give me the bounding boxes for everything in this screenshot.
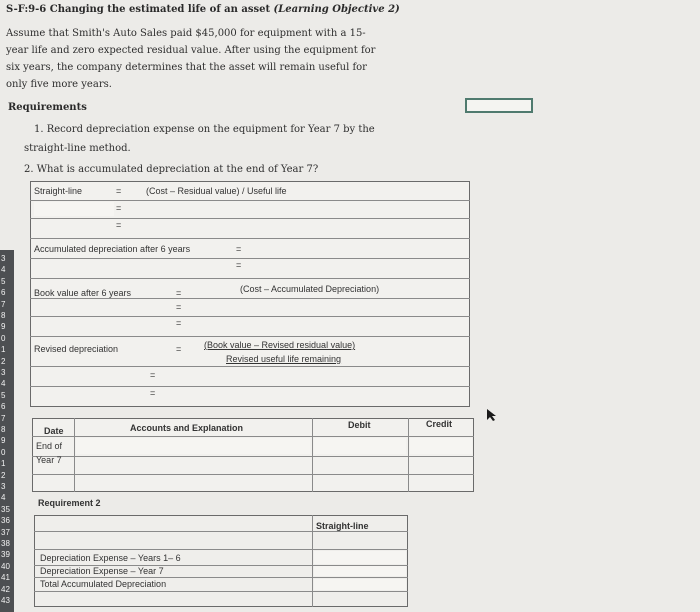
row-number: 3 <box>1 368 6 377</box>
row-number: 4 <box>1 493 6 503</box>
problem-line-2: year life and zero expected residual value. After using the equipment for <box>6 45 376 56</box>
req2-input-3[interactable] <box>314 579 406 590</box>
formula-book-value: (Cost – Accumulated Depreciation) <box>240 284 380 294</box>
answer-input[interactable] <box>465 98 533 113</box>
row-number: 5 <box>1 390 6 400</box>
row-number: 4 <box>1 265 6 275</box>
row-number: 3 <box>1 482 6 491</box>
problem-line-4: only five more years. <box>6 79 112 90</box>
debit-input-1[interactable] <box>314 438 406 454</box>
row-number: 9 <box>1 322 6 332</box>
row-number: 42 <box>1 584 10 594</box>
requirement-2: 2. What is accumulated depreciation at the end of Year 7? <box>24 164 319 175</box>
row-number: 3 <box>1 254 6 263</box>
row-number: 5 <box>1 276 6 286</box>
req2-input-2[interactable] <box>314 566 406 576</box>
equals-sign: = <box>150 370 156 380</box>
requirement-1-cont: straight-line method. <box>24 143 131 154</box>
req2-col-straight-line: Straight-line <box>316 521 369 531</box>
row-number: 6 <box>1 288 6 298</box>
row-number: 4 <box>1 379 6 389</box>
equals-sign: = <box>150 388 156 398</box>
problem-line-1: Assume that Smith's Auto Sales paid $45,000 for equipment with a 15- <box>6 28 366 39</box>
formula-revised-numerator: (Book value – Revised residual value) <box>204 340 356 350</box>
req2-row-3: Total Accumulated Depreciation <box>40 579 167 589</box>
row-number: 36 <box>1 516 10 526</box>
problem-code: S-F:9-6 <box>6 4 47 15</box>
equals-sign: = <box>236 260 242 270</box>
requirement-2-heading: Requirement 2 <box>38 498 101 508</box>
row-number: 43 <box>1 596 10 605</box>
equals-sign: = <box>176 344 182 354</box>
row-number: 40 <box>1 561 10 571</box>
revised-dep-label: Revised depreciation <box>34 344 119 354</box>
requirements-heading: Requirements <box>8 102 87 113</box>
problem-title-text: Changing the estimated life of an asset <box>49 4 271 15</box>
book-value-label: Book value after 6 years <box>34 288 132 298</box>
row-number: 0 <box>1 447 6 457</box>
row-number: 39 <box>1 550 10 560</box>
row-number: 1 <box>1 345 6 355</box>
equals-sign: = <box>176 288 182 298</box>
equals-sign: = <box>236 244 242 254</box>
req2-row-2: Depreciation Expense – Year 7 <box>40 566 164 576</box>
credit-input-1[interactable] <box>410 438 472 454</box>
row-number: 35 <box>1 504 10 514</box>
col-debit: Debit <box>348 420 371 430</box>
equals-sign: = <box>116 203 122 213</box>
col-credit: Credit <box>426 419 453 429</box>
date-line-1: End of <box>36 441 63 451</box>
row-number: 2 <box>1 470 6 480</box>
formula-straight-line: (Cost – Residual value) / Useful life <box>146 186 287 196</box>
row-number: 41 <box>1 573 10 583</box>
accumulated-dep-label: Accumulated depreciation after 6 years <box>34 244 191 254</box>
equals-sign: = <box>176 302 182 312</box>
equals-sign: = <box>176 318 182 328</box>
equals-sign: = <box>116 220 122 230</box>
row-number: 2 <box>1 356 6 366</box>
problem-line-3: six years, the company determines that the asset will remain useful for <box>6 62 367 73</box>
learning-objective: (Learning Objective 2) <box>273 4 400 15</box>
row-number: 8 <box>1 311 6 320</box>
mouse-pointer-icon <box>486 408 498 422</box>
row-number: 8 <box>1 425 6 434</box>
row-number: 9 <box>1 436 6 446</box>
formula-revised-denominator: Revised useful life remaining <box>226 354 342 364</box>
row-number: 37 <box>1 527 10 537</box>
equals-sign: = <box>116 186 122 196</box>
straight-line-label: Straight-line <box>34 186 83 196</box>
req2-row-1: Depreciation Expense – Years 1– 6 <box>40 553 181 563</box>
row-number: 7 <box>1 413 6 423</box>
row-number: 38 <box>1 539 10 548</box>
date-line-2: Year 7 <box>36 455 62 465</box>
row-number: 7 <box>1 299 6 309</box>
account-input-1[interactable] <box>76 438 310 454</box>
row-number: 0 <box>1 333 6 343</box>
req2-input-1[interactable] <box>314 551 406 564</box>
col-date: Date <box>44 426 64 436</box>
sl-input-1[interactable] <box>34 202 114 216</box>
requirement-1: 1. Record depreciation expense on the equipment for Year 7 by the <box>34 124 375 135</box>
col-accounts: Accounts and Explanation <box>130 423 244 433</box>
problem-title <box>6 4 400 15</box>
row-number: 6 <box>1 402 6 412</box>
row-number: 1 <box>1 459 6 469</box>
